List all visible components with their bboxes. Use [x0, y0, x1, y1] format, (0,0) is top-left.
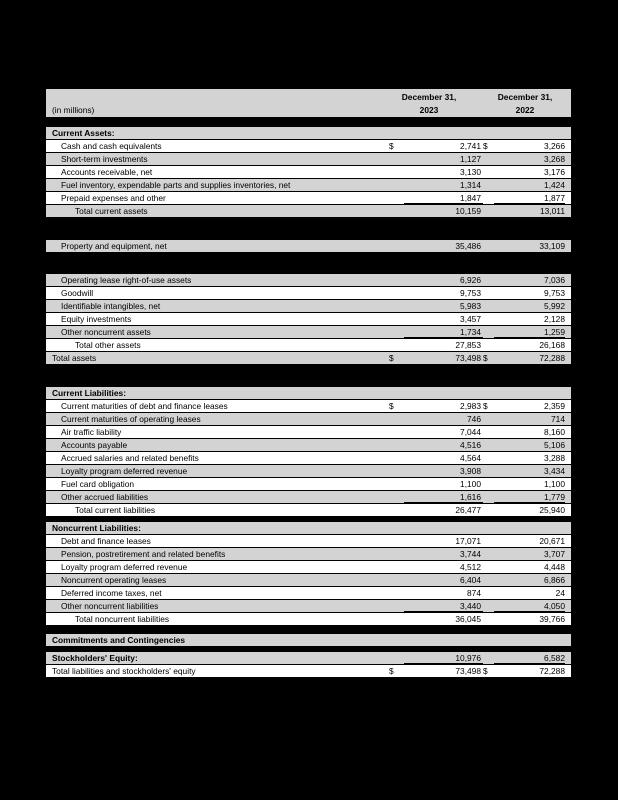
subtotal-rule-2022 [494, 663, 565, 664]
row-label: Property and equipment, net [61, 241, 167, 251]
value-2022: 4,050 [544, 601, 565, 611]
row-label: Fuel card obligation [61, 479, 135, 489]
value-2023: 1,734 [460, 327, 481, 337]
value-2023: 4,564 [460, 453, 481, 463]
value-2022: 714 [551, 414, 565, 424]
table-row [46, 600, 571, 612]
value-2023: 26,477 [455, 505, 481, 515]
row-label: Stockholders' Equity: [52, 653, 138, 663]
value-2023: 17,071 [455, 536, 481, 546]
column-2023-line1: December 31, [401, 92, 457, 102]
table-row [46, 205, 571, 217]
value-2023: 3,457 [460, 314, 481, 324]
row-label: Accounts receivable, net [61, 167, 153, 177]
row-label: Prepaid expenses and other [61, 193, 166, 203]
row-label: Current Assets: [52, 128, 115, 138]
table-row [46, 426, 571, 438]
value-2023: 4,516 [460, 440, 481, 450]
row-label: Other accrued liabilities [61, 492, 149, 502]
row-label: Pension, postretirement and related benefits [61, 549, 226, 559]
value-2022: 39,766 [539, 614, 565, 624]
value-2023: 73,498 [455, 666, 481, 676]
value-2023: 4,512 [460, 562, 481, 572]
table-row [46, 166, 571, 178]
value-2023: 1,314 [460, 180, 481, 190]
table-row [46, 339, 571, 351]
table-row [46, 153, 571, 165]
value-2022: 25,940 [539, 505, 565, 515]
row-label: Fuel inventory, expendable parts and supplies inventories, net [61, 180, 291, 190]
value-2022: 72,288 [539, 666, 565, 676]
table-row [46, 665, 571, 677]
value-2023: 2,741 [460, 141, 481, 151]
row-label: Commitments and Contingencies [52, 635, 186, 645]
value-2023: 3,908 [460, 466, 481, 476]
value-2023: 5,983 [460, 301, 481, 311]
row-label: Cash and cash equivalents [61, 141, 162, 151]
row-label: Deferred income taxes, net [61, 588, 162, 598]
row-label: Identifiable intangibles, net [61, 301, 161, 311]
value-2022: 24 [555, 588, 565, 598]
value-2023: 73,498 [455, 353, 481, 363]
row-label: Current maturities of debt and finance leases [61, 401, 228, 411]
value-2023: 1,616 [460, 492, 481, 502]
table-row [46, 634, 571, 646]
row-label: Air traffic liability [61, 427, 122, 437]
row-label: Accounts payable [61, 440, 128, 450]
subtotal-rule-2022 [494, 502, 565, 503]
column-2023-heading [389, 92, 469, 118]
table-row [46, 652, 571, 664]
value-2022: 13,011 [540, 206, 565, 216]
table-row [46, 574, 571, 586]
column-2023-line2: 2023 [419, 105, 439, 115]
value-2022: 5,106 [544, 440, 565, 450]
value-2023: 874 [467, 588, 481, 598]
table-row [46, 240, 571, 252]
value-2023: 36,045 [455, 614, 481, 624]
row-label: Total other assets [75, 340, 141, 350]
table-row [46, 179, 571, 191]
value-2023: 1,847 [460, 193, 481, 203]
value-2023: 1,127 [460, 154, 481, 164]
dollar-sign-2022: $ [483, 141, 488, 151]
row-label: Accrued salaries and related benefits [61, 453, 199, 463]
table-row [46, 387, 571, 399]
value-2022: 8,160 [544, 427, 565, 437]
subtotal-rule-2023 [404, 663, 483, 664]
subtotal-rule-2023 [404, 337, 483, 338]
value-2022: 9,753 [544, 288, 565, 298]
table-row [46, 413, 571, 425]
value-2022: 72,288 [539, 353, 565, 363]
value-2023: 10,159 [455, 206, 481, 216]
row-label: Debt and finance leases [61, 536, 151, 546]
value-2022: 2,128 [544, 314, 565, 324]
table-row [46, 313, 571, 325]
value-2023: 10,976 [455, 653, 481, 663]
subtotal-rule-2023 [404, 502, 483, 503]
value-2022: 1,424 [544, 180, 565, 190]
value-2022: 7,036 [544, 275, 565, 285]
dollar-sign-2022: $ [483, 401, 488, 411]
value-2022: 1,259 [544, 327, 565, 337]
table-row [46, 192, 571, 204]
row-label: Loyalty program deferred revenue [61, 562, 188, 572]
value-2022: 1,100 [544, 479, 565, 489]
value-2022: 6,582 [544, 653, 565, 663]
table-row [46, 439, 571, 451]
dollar-sign-2023: $ [389, 141, 394, 151]
table-row [46, 465, 571, 477]
value-2023: 7,044 [460, 427, 481, 437]
table-row [46, 522, 571, 534]
value-2023: 3,440 [460, 601, 481, 611]
row-label: Other noncurrent liabilities [61, 601, 159, 611]
table-row [46, 300, 571, 312]
value-2022: 6,866 [544, 575, 565, 585]
value-2022: 1,779 [544, 492, 565, 502]
value-2022: 3,268 [544, 154, 565, 164]
dollar-sign-2023: $ [389, 353, 394, 363]
row-label: Equity investments [61, 314, 132, 324]
table-row [46, 491, 571, 503]
value-2022: 2,359 [544, 401, 565, 411]
value-2022: 3,288 [544, 453, 565, 463]
row-label: Short-term investments [61, 154, 148, 164]
table-row [46, 587, 571, 599]
table-row [46, 535, 571, 547]
subtotal-rule-2022 [494, 337, 565, 338]
row-label: Noncurrent operating leases [61, 575, 167, 585]
value-2023: 6,404 [460, 575, 481, 585]
subtotal-rule-2022 [494, 611, 565, 612]
table-row [46, 548, 571, 560]
value-2022: 1,877 [544, 193, 565, 203]
row-label: Total assets [52, 353, 97, 363]
value-2023: 35,486 [455, 241, 481, 251]
column-2022-line1: December 31, [497, 92, 553, 102]
dollar-sign-2022: $ [483, 666, 488, 676]
value-2022: 3,434 [544, 466, 565, 476]
value-2023: 1,100 [460, 479, 481, 489]
units-label: (in millions) [52, 105, 95, 115]
table-row [46, 140, 571, 152]
value-2022: 5,992 [544, 301, 565, 311]
table-row [46, 561, 571, 573]
dollar-sign-2022: $ [483, 353, 488, 363]
row-label: Total current assets [75, 206, 148, 216]
table-row [46, 287, 571, 299]
value-2023: 27,853 [455, 340, 481, 350]
table-row [46, 127, 571, 139]
table-header [46, 89, 571, 117]
value-2022: 20,671 [539, 536, 565, 546]
table-row [46, 613, 571, 625]
row-label: Current Liabilities: [52, 388, 126, 398]
table-row [46, 478, 571, 490]
table-row [46, 352, 571, 364]
value-2023: 9,753 [460, 288, 481, 298]
row-label: Total liabilities and stockholders' equity [52, 666, 196, 676]
table-row [46, 504, 571, 516]
column-2022-line2: 2022 [515, 105, 535, 115]
value-2022: 3,266 [544, 141, 565, 151]
row-label: Goodwill [61, 288, 94, 298]
value-2023: 746 [467, 414, 481, 424]
value-2022: 33,109 [539, 241, 565, 251]
subtotal-rule-2023 [404, 203, 483, 204]
row-label: Total current liabilities [75, 505, 156, 515]
value-2022: 3,707 [544, 549, 565, 559]
value-2022: 3,176 [544, 167, 565, 177]
value-2023: 6,926 [460, 275, 481, 285]
column-2022-heading [485, 92, 565, 118]
value-2022: 26,168 [539, 340, 565, 350]
value-2023: 3,130 [460, 167, 481, 177]
subtotal-rule-2023 [404, 611, 483, 612]
value-2023: 3,744 [460, 549, 481, 559]
row-label: Operating lease right-of-use assets [61, 275, 192, 285]
value-2022: 4,448 [544, 562, 565, 572]
table-row [46, 274, 571, 286]
balance-sheet [46, 89, 571, 677]
row-label: Loyalty program deferred revenue [61, 466, 188, 476]
subtotal-rule-2022 [494, 203, 565, 204]
table-row [46, 326, 571, 338]
row-label: Other noncurrent assets [61, 327, 151, 337]
row-label: Noncurrent Liabilities: [52, 523, 141, 533]
value-2023: 2,983 [460, 401, 481, 411]
table-row [46, 452, 571, 464]
table-row [46, 400, 571, 412]
row-label: Current maturities of operating leases [61, 414, 201, 424]
dollar-sign-2023: $ [389, 401, 394, 411]
row-label: Total noncurrent liabilities [75, 614, 170, 624]
dollar-sign-2023: $ [389, 666, 394, 676]
